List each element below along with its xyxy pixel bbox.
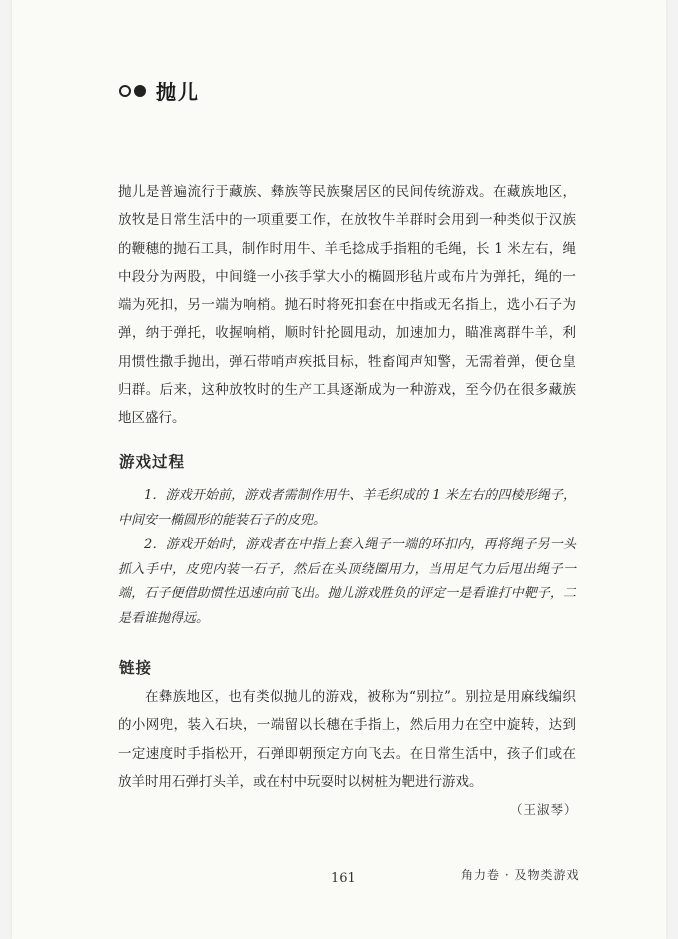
process-step: 1．游戏开始前，游戏者需制作用牛、羊毛织成的 1 米左右的四棱形绳子，中间安一椭圆形的能装石子的皮兜。 (118, 488, 576, 528)
link-heading: 链接 (119, 659, 153, 677)
intro-paragraph: 抛儿是普遍流行于藏族、彝族等民族聚居区的民间传统游戏。在藏族地区，放牧是日常生活中的一项重要工作，在放牧牛羊群时会用到一种类似于汉族的鞭穗的抛石工具，制作时用牛、羊毛捻成手指粗的毛绳，长 1 米左右，绳中段分为两股，中间缝一小孩手掌大小的椭圆形毡片或布片为弹托，绳的一端为死扣，另一端为响梢。抛石时将死扣套在中指或无名指上，选小石子为弹，纳于弹托，收握响梢，顺时针抡圆甩动，加速加力，瞄准离群牛羊，利用惯性撒手抛出，弹石带哨声疾抵目标，牲畜闻声知警，无需着弹，便仓皇归群。后来，这种放牧时的生产工具逐渐成为一种游戏，至今仍在很多藏族地区盛行。 (118, 184, 576, 427)
page-title: 抛儿 (156, 80, 200, 104)
open-circle-icon (119, 85, 131, 97)
book-page (12, 0, 666, 939)
filled-circle-icon (134, 85, 146, 97)
page-number: 161 (331, 871, 356, 886)
title-row (119, 76, 200, 105)
process-heading: 游戏过程 (119, 453, 186, 471)
author-credit: （王淑琴） (510, 802, 578, 817)
link-section (118, 683, 576, 796)
running-footer: 角力卷 · 及物类游戏 (461, 868, 580, 882)
link-paragraph: 在彝族地区，也有类似抛儿的游戏，被称为“别拉”。别拉是用麻线编织的小网兜，装入石块，一端留以长穗在手指上，然后用力在空中旋转，达到一定速度时手指松开，石弹即朝预定方向飞去。在日常生活中，孩子们或在放羊时用石弹打头羊，或在村中玩耍时以树桩为靶进行游戏。 (118, 689, 576, 790)
process-list (118, 484, 576, 631)
process-step: 2．游戏开始时，游戏者在中指上套入绳子一端的环扣内，再将绳子另一头抓入手中，皮兜内装一石子，然后在头顶绕圈用力，当用足气力后甩出绳子一端，石子便借助惯性迅速向前飞出。抛儿游戏胜负的评定一是看谁打中靶子，二是看谁抛得远。 (118, 537, 576, 626)
